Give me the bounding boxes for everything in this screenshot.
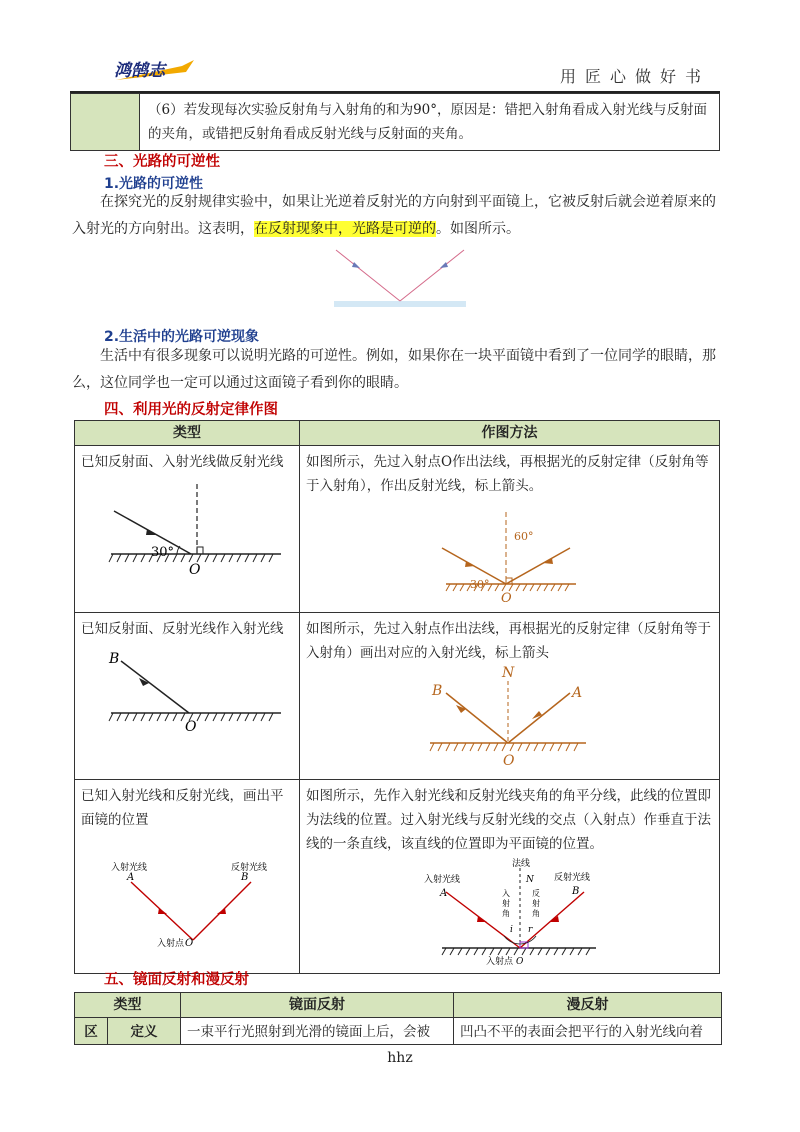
drawing-methods-table [74, 420, 720, 974]
figure-incident-drawn [306, 665, 704, 775]
type-cell [75, 780, 300, 974]
method-cell [300, 613, 720, 780]
incident-angle-label: 入射角 [502, 889, 510, 918]
point-o-label: O [503, 753, 515, 769]
type-text: 已知反射面、反射光线作入射光线 [81, 621, 284, 637]
point-a-label: A [440, 888, 448, 899]
continuation-table [70, 93, 720, 151]
reversible-path-figure [330, 246, 470, 312]
ray-left [336, 250, 400, 301]
point-o-label: O [501, 591, 512, 606]
table-row [75, 613, 720, 780]
incident-ray-label: 入射光线 [111, 863, 148, 873]
paragraph-life-examples: 生活中有很多现象可以说明光路的可逆性。例如，如果你在一块平面镜中看到了一位同学的眼睛，那么，这位同学也一定可以通过这面镜子看到你的眼睛。 [72, 348, 716, 391]
svg-text:鸿鹄志: 鸿鹄志 [114, 61, 165, 81]
paragraph-reversibility [72, 189, 720, 243]
point-o-label: O [516, 957, 524, 967]
reflected-ray-label: 反射光线 [554, 873, 591, 883]
figure-find-mirror [81, 832, 291, 962]
normal-label: 法线 [512, 859, 531, 869]
incident-ray-label: 入射光线 [424, 875, 461, 885]
point-o-label: O [185, 719, 197, 735]
table-row [75, 1018, 722, 1045]
point-b-label: B [572, 886, 580, 897]
reflected-ray-label: 反射光线 [231, 863, 268, 873]
method-text: 如图所示，先过入射点作出法线，再根据光的反射定律（反射角等于入射角）画出对应的入射光线，标上箭头 [306, 621, 711, 661]
incident-point-label: 入射点 [486, 957, 514, 967]
reflection-types-table [74, 992, 722, 1045]
table-green-cell [71, 94, 140, 151]
point-n-label: N [526, 875, 534, 885]
reflection-angle-label: 反射角 [532, 889, 540, 918]
incident-point-label: 入射点 [157, 939, 185, 949]
highlight-text: 在反射现象中，光路是可逆的 [254, 221, 436, 237]
ray-right [400, 250, 464, 301]
table-text-cell: （6）若发现每次实验反射角与入射角的和为90°，原因是：错把入射角看成入射光线与反射面的夹角，或错把反射角看成反射光线与反射面的夹角。 [140, 94, 720, 151]
header-diffuse: 漫反射 [454, 993, 722, 1018]
type-text: 已知入射光线和反射光线，画出平面镜的位置 [81, 788, 284, 828]
section-3-title: 三、光路的可逆性 [104, 154, 220, 170]
row-label: 定义 [108, 1018, 181, 1045]
method-cell [300, 780, 720, 974]
para-text-b: 。如图所示。 [436, 221, 520, 237]
figure-given-reflected [81, 641, 291, 751]
point-o-label: O [185, 938, 194, 949]
point-b-label: B [109, 651, 120, 667]
page-footer: hhz [387, 1050, 413, 1066]
angle-i-label: i [510, 925, 513, 935]
diffuse-def-cell: 凹凸不平的表面会把平行的入射光线向着 [454, 1018, 722, 1045]
method-text: 如图所示，先作入射光线和反射光线夹角的角平分线，此线的位置即为法线的位置。过入射光线与反射光线的交点（入射点）作垂直于法线的一条直线，该直线的位置即为平面镜的位置。 [306, 788, 711, 852]
header-type: 类型 [75, 993, 181, 1018]
section-5-title: 五、镜面反射和漫反射 [104, 972, 249, 988]
header-type: 类型 [75, 421, 300, 446]
figure-given-incident [81, 474, 291, 594]
table-row [75, 780, 720, 974]
angle-r-label: r [528, 925, 533, 935]
mirror-surface [334, 301, 466, 307]
brand-logo [112, 58, 198, 84]
point-o-label: O [189, 562, 201, 578]
point-n-label: N [502, 665, 515, 681]
section-4-title: 四、利用光的反射定律作图 [104, 402, 278, 418]
type-text: 已知反射面、入射光线做反射光线 [81, 454, 284, 470]
point-a-label: A [127, 872, 135, 883]
arrow-icon [440, 262, 448, 268]
subsection-2-title: 2.生活中的光路可逆现象 [104, 329, 260, 345]
figure-reflected-drawn [306, 498, 704, 608]
specular-def-cell: 一束平行光照射到光滑的镜面上后，会被 [181, 1018, 454, 1045]
type-cell [75, 613, 300, 780]
header-method: 作图方法 [300, 421, 720, 446]
point-a-label: A [572, 685, 583, 701]
header-slogan: 用匠心做好书 [560, 67, 711, 86]
row-group-label: 区 [75, 1018, 108, 1045]
header-specular: 镜面反射 [181, 993, 454, 1018]
table-row [75, 446, 720, 613]
arrow-icon [352, 262, 360, 268]
angle-label: 30° [151, 545, 175, 560]
method-cell [300, 446, 720, 613]
para-text-a: 在探究光的反射规律实验中，如果让光逆着反射光的方向射到平面镜上，它被反射后就会逆着原来的入射光的方向射出。这表明， [72, 194, 716, 237]
angle-label: 30° [470, 578, 490, 591]
point-b-label: B [432, 683, 443, 699]
type-cell [75, 446, 300, 613]
angle-label: 60° [514, 530, 534, 543]
point-b-label: B [241, 872, 249, 883]
figure-mirror-drawn [306, 856, 704, 968]
method-text: 如图所示，先过入射点O作出法线，再根据光的反射定律（反射角等于入射角），作出反射光线，标上箭头。 [306, 454, 709, 494]
subsection-1-title: 1.光路的可逆性 [104, 176, 204, 192]
